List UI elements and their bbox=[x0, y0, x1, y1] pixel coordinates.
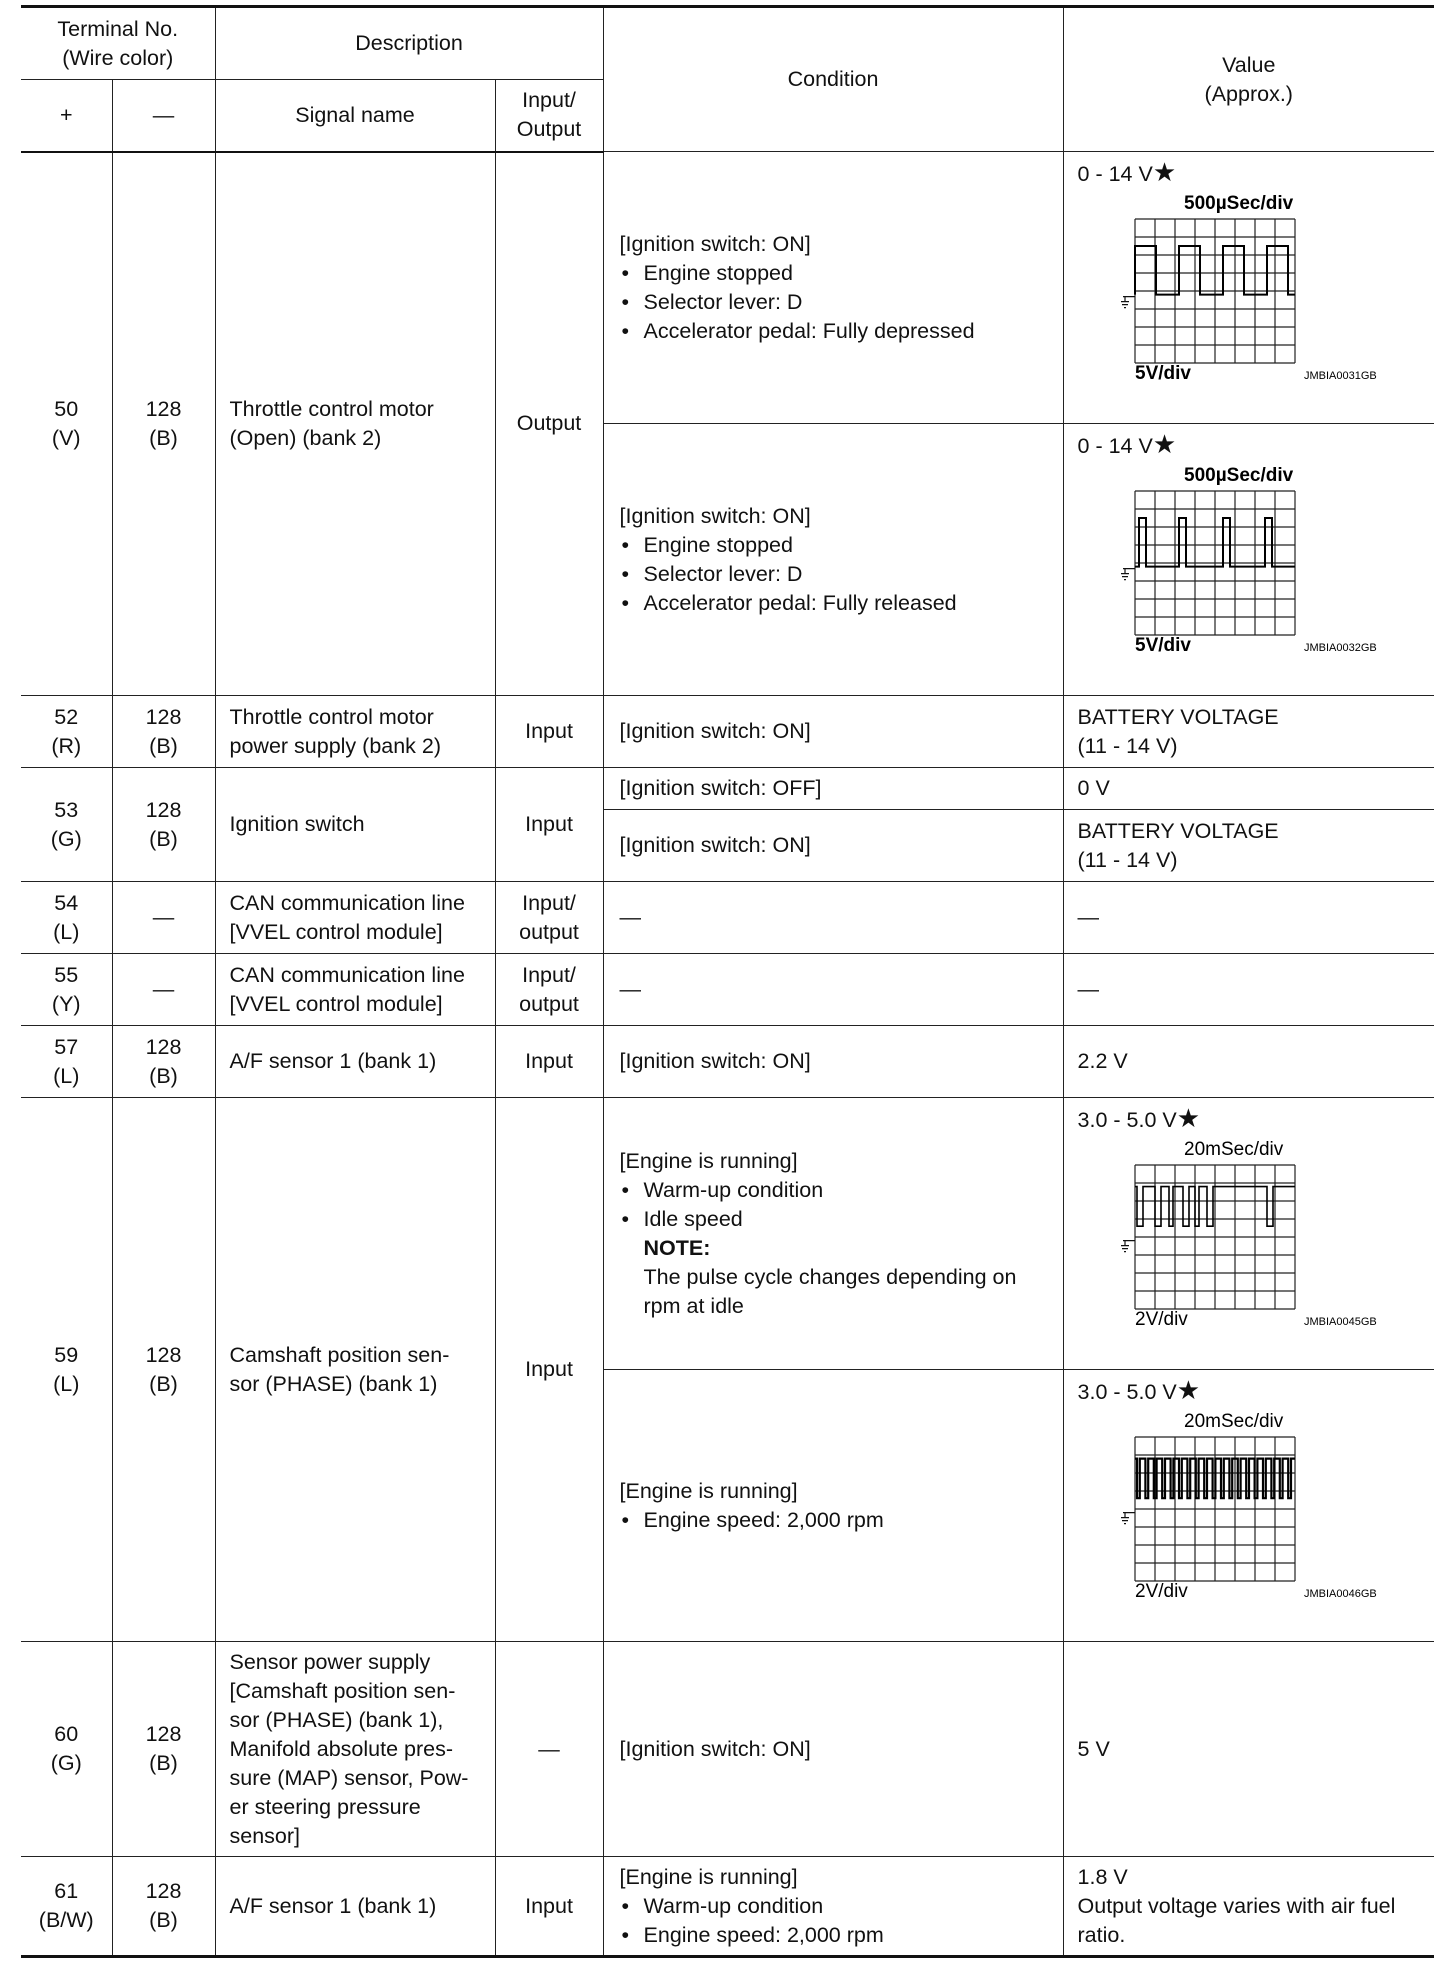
terminal-minus: 128 (B) bbox=[112, 1857, 215, 1957]
terminal-plus: 57 (L) bbox=[21, 1026, 112, 1098]
signal-name: Ignition switch bbox=[215, 768, 495, 882]
condition-cell: [Ignition switch: ON] bbox=[603, 810, 1063, 882]
condition-bullet: • Engine speed: 2,000 rpm bbox=[620, 1921, 1049, 1950]
signal-name: Camshaft position sen- sor (PHASE) (bank 1) bbox=[215, 1098, 495, 1642]
time-division-label: 500µSec/div bbox=[1183, 193, 1293, 214]
io-type: Input/ output bbox=[495, 954, 603, 1026]
condition-head: [Engine is running] bbox=[619, 1478, 798, 1503]
condition-cell: — bbox=[603, 882, 1063, 954]
value-cell: 1.8 V Output voltage varies with air fuel ratio. bbox=[1063, 1857, 1434, 1957]
value-cell bbox=[1063, 424, 1434, 696]
condition-bullet: • Accelerator pedal: Fully released bbox=[620, 589, 1049, 618]
terminal-table bbox=[21, 5, 1434, 1958]
condition-cell: [Ignition switch: OFF] bbox=[603, 768, 1063, 810]
value-cell: 5 V bbox=[1063, 1642, 1434, 1857]
value-cell: BATTERY VOLTAGE (11 - 14 V) bbox=[1063, 810, 1434, 882]
condition-cell bbox=[603, 1857, 1063, 1957]
condition-bullet: • Selector lever: D bbox=[620, 288, 1049, 317]
terminal-minus: 128 (B) bbox=[112, 1642, 215, 1857]
signal-name: Throttle control motor (Open) (bank 2) bbox=[215, 152, 495, 696]
terminal-plus: 55 (Y) bbox=[21, 954, 112, 1026]
io-type: Input bbox=[495, 1026, 603, 1098]
star-icon: ★ bbox=[1176, 1375, 1201, 1405]
terminal-plus: 54 (L) bbox=[21, 882, 112, 954]
condition-cell bbox=[603, 1370, 1063, 1642]
table-row bbox=[21, 1857, 1434, 1957]
terminal-plus: 61 (B/W) bbox=[21, 1857, 112, 1957]
condition-bullet: • Idle speed bbox=[620, 1205, 1049, 1234]
terminal-plus: 59 (L) bbox=[21, 1098, 112, 1642]
volt-division-label: 5V/div bbox=[1134, 363, 1191, 384]
oscilloscope-waveform bbox=[1078, 1137, 1398, 1333]
condition-header: Condition bbox=[603, 7, 1063, 152]
io-type: Input bbox=[495, 768, 603, 882]
minus-header: — bbox=[112, 80, 215, 152]
condition-bullet: • Engine stopped bbox=[620, 531, 1049, 560]
time-division-label: 500µSec/div bbox=[1183, 465, 1293, 486]
signal-name: Sensor power supply [Camshaft position sen- sor (PHASE) (bank 1), Manifold absolute pres- sure (MAP) sensor, Pow- er steering pressure sensor] bbox=[215, 1642, 495, 1857]
io-type: Input/ output bbox=[495, 882, 603, 954]
condition-cell bbox=[603, 1098, 1063, 1370]
table-row bbox=[21, 1098, 1434, 1370]
plus-header: + bbox=[21, 80, 112, 152]
table-row bbox=[21, 768, 1434, 810]
condition-bullet: • Engine speed: 2,000 rpm bbox=[620, 1506, 1049, 1535]
table-row bbox=[21, 152, 1434, 424]
io-type: — bbox=[495, 1642, 603, 1857]
oscilloscope-waveform bbox=[1078, 1409, 1398, 1605]
signal-name: CAN communication line [VVEL control module] bbox=[215, 954, 495, 1026]
value-cell: 0 V bbox=[1063, 768, 1434, 810]
volt-division-label: 5V/div bbox=[1134, 635, 1191, 656]
condition-cell bbox=[603, 152, 1063, 424]
note-text: The pulse cycle changes depending on rpm at idle bbox=[643, 1264, 1017, 1318]
terminal-minus: 128 (B) bbox=[112, 696, 215, 768]
signal-name: A/F sensor 1 (bank 1) bbox=[215, 1026, 495, 1098]
terminal-minus: 128 (B) bbox=[112, 768, 215, 882]
signal-name: CAN communication line [VVEL control module] bbox=[215, 882, 495, 954]
star-icon: ★ bbox=[1176, 1103, 1201, 1133]
time-division-label: 20mSec/div bbox=[1183, 1139, 1283, 1160]
table-row bbox=[21, 1642, 1434, 1857]
value-header: Value (Approx.) bbox=[1063, 7, 1434, 152]
condition-head: [Engine is running] bbox=[619, 1148, 798, 1173]
terminal-header: Terminal No. (Wire color) bbox=[21, 7, 215, 80]
condition-cell: [Ignition switch: ON] bbox=[603, 1642, 1063, 1857]
value-cell: — bbox=[1063, 954, 1434, 1026]
condition-head: [Engine is running] bbox=[619, 1864, 798, 1889]
star-icon: ★ bbox=[1152, 429, 1177, 459]
io-type: Input bbox=[495, 696, 603, 768]
value-cell: — bbox=[1063, 882, 1434, 954]
figure-code: JMBIA0046GB bbox=[1303, 1588, 1377, 1600]
figure-code: JMBIA0031GB bbox=[1303, 370, 1377, 382]
value-range: 3.0 - 5.0 V bbox=[1077, 1380, 1177, 1404]
description-header: Description bbox=[215, 7, 603, 80]
condition-bullet: • Engine stopped bbox=[620, 259, 1049, 288]
condition-bullet: • Warm-up condition bbox=[620, 1892, 1049, 1921]
value-range: 0 - 14 V bbox=[1077, 162, 1153, 186]
figure-code: JMBIA0045GB bbox=[1303, 1316, 1377, 1328]
io-type: Input bbox=[495, 1098, 603, 1642]
oscilloscope-waveform bbox=[1078, 463, 1398, 659]
value-cell bbox=[1063, 152, 1434, 424]
condition-cell: — bbox=[603, 954, 1063, 1026]
condition-cell: [Ignition switch: ON] bbox=[603, 696, 1063, 768]
condition-bullet: • Accelerator pedal: Fully depressed bbox=[620, 317, 1049, 346]
volt-division-label: 2V/div bbox=[1134, 1581, 1188, 1602]
terminal-minus: 128 (B) bbox=[112, 1098, 215, 1642]
terminal-minus: — bbox=[112, 882, 215, 954]
terminal-plus: 50 (V) bbox=[21, 152, 112, 696]
condition-bullet: • Selector lever: D bbox=[620, 560, 1049, 589]
signal-name: Throttle control motor power supply (bank 2) bbox=[215, 696, 495, 768]
terminal-minus: 128 (B) bbox=[112, 1026, 215, 1098]
table-row bbox=[21, 882, 1434, 954]
condition-cell bbox=[603, 424, 1063, 696]
oscilloscope-waveform bbox=[1078, 191, 1398, 387]
signal-name: A/F sensor 1 (bank 1) bbox=[215, 1857, 495, 1957]
condition-bullet: • Warm-up condition bbox=[620, 1176, 1049, 1205]
table-row bbox=[21, 696, 1434, 768]
figure-code: JMBIA0032GB bbox=[1303, 642, 1377, 654]
value-cell: BATTERY VOLTAGE (11 - 14 V) bbox=[1063, 696, 1434, 768]
star-icon: ★ bbox=[1152, 157, 1177, 187]
condition-head: [Ignition switch: ON] bbox=[619, 503, 811, 528]
terminal-plus: 52 (R) bbox=[21, 696, 112, 768]
table-row bbox=[21, 954, 1434, 1026]
value-cell: 2.2 V bbox=[1063, 1026, 1434, 1098]
signal-name-header: Signal name bbox=[215, 80, 495, 152]
terminal-minus: — bbox=[112, 954, 215, 1026]
value-range: 0 - 14 V bbox=[1077, 434, 1153, 458]
io-header: Input/ Output bbox=[495, 80, 603, 152]
volt-division-label: 2V/div bbox=[1134, 1309, 1188, 1330]
io-type: Input bbox=[495, 1857, 603, 1957]
time-division-label: 20mSec/div bbox=[1183, 1411, 1283, 1432]
io-type: Output bbox=[495, 152, 603, 696]
condition-cell: [Ignition switch: ON] bbox=[603, 1026, 1063, 1098]
condition-head: [Ignition switch: ON] bbox=[619, 231, 811, 256]
table-row bbox=[21, 1026, 1434, 1098]
value-range: 3.0 - 5.0 V bbox=[1077, 1108, 1177, 1132]
terminal-plus: 53 (G) bbox=[21, 768, 112, 882]
note-label: NOTE: bbox=[643, 1235, 711, 1260]
terminal-plus: 60 (G) bbox=[21, 1642, 112, 1857]
terminal-minus: 128 (B) bbox=[112, 152, 215, 696]
value-cell bbox=[1063, 1098, 1434, 1370]
value-cell bbox=[1063, 1370, 1434, 1642]
